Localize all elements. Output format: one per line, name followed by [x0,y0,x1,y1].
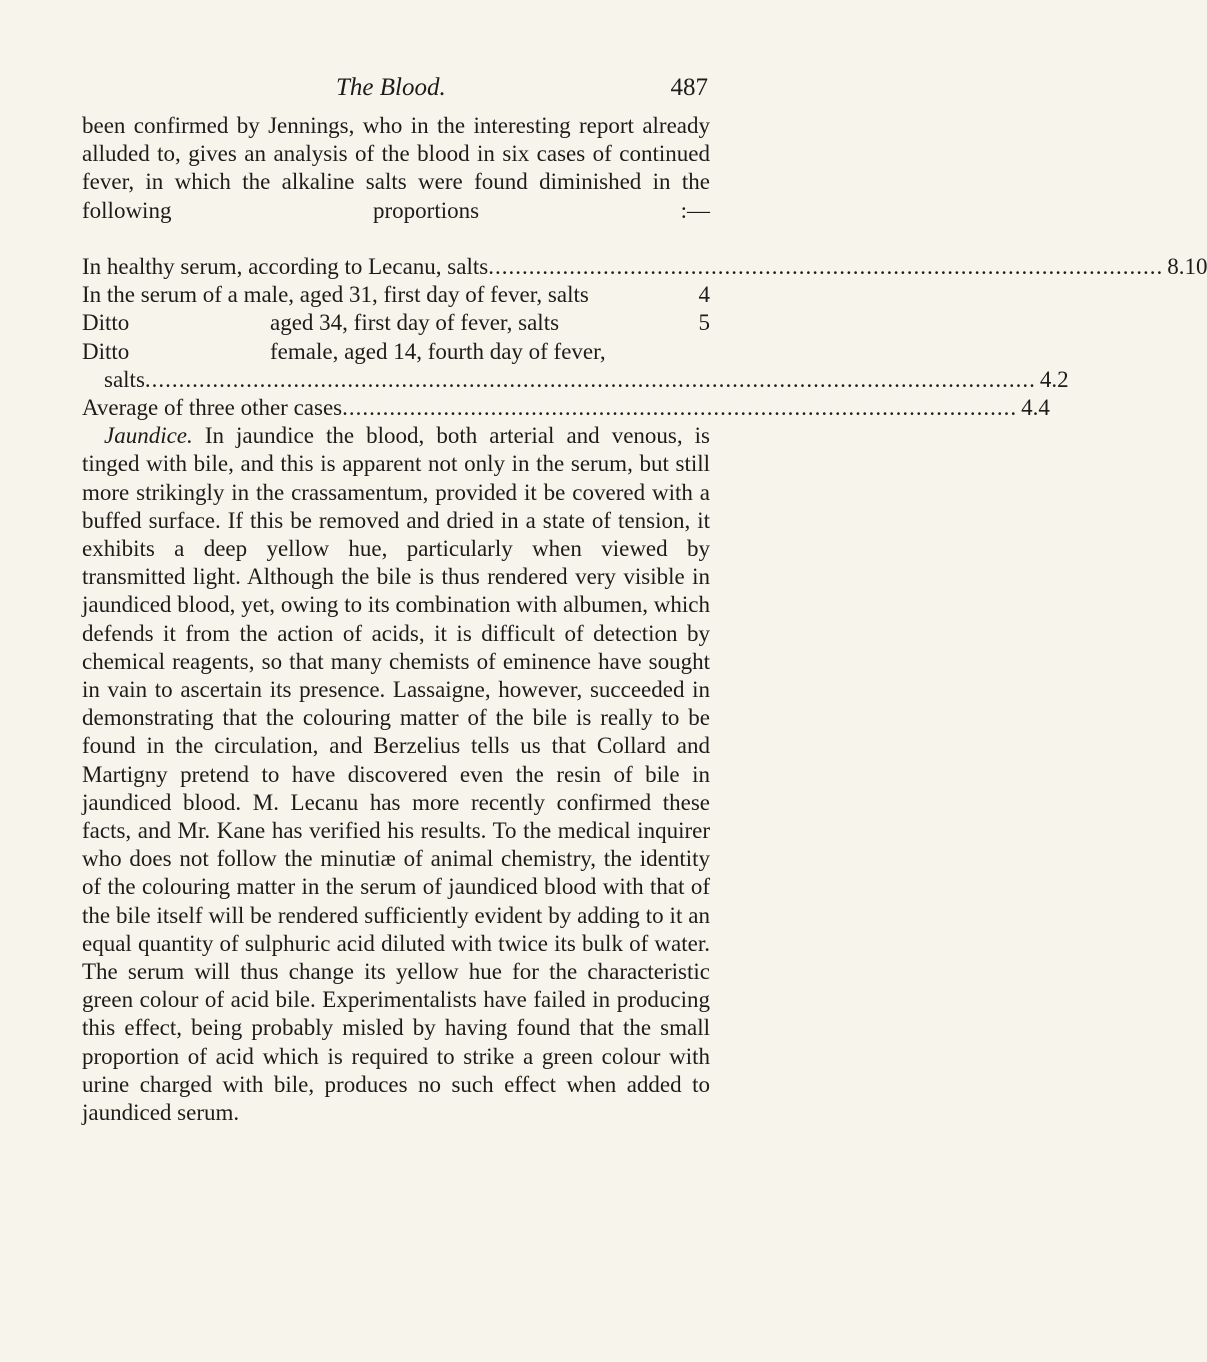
row-value: 4.4 [1021,394,1050,420]
salts-table [82,253,1207,422]
leader-dots: .................................................................................................... [488,254,1164,280]
row-value: 5 [698,310,710,336]
row-label: In healthy serum, according to Lecanu, salts [82,254,489,280]
intro-paragraph: been confirmed by Jennings, who in the interesting report already alluded to, gives an analysis of the blood in six cases of continued fever, in which the alkaline salts were found diminished in the following proportions :— [82,113,710,223]
table-row [82,338,710,366]
row-label: Average of three other cases [82,394,343,420]
page-body [82,112,1207,1127]
leader-dots: .................................................................................................................................... [144,366,1036,392]
table-row [82,253,1207,281]
table-row [82,366,1069,394]
paragraph-text: In jaundice the blood, both arterial and venous, is tinged with bile, and this is apparent not only in the serum, but still more strikingly in the crassamentum, provided it be covered with a buffed surface. If this be removed and dried in a state of tension, it exhibits a deep yellow hue, particularly when viewed by transmitted light. Although the bile is thus rendered very visible in jaundiced blood, yet, owing to its combination with albumen, which defends it from the action of acids, it is difficult of detection by chemical reagents, so that many chemists of eminence have sought in vain to ascertain its presence. Lassaigne, however, succeeded in demonstrating that the colouring matter of the bile is really to be found in the circulation, and Berzelius tells us that Collard and Martigny pretend to have discovered even the resin of bile in jaundiced blood. M. Lecanu has more recently confirmed these facts, and Mr. Kane has verified his results. To the medical inquirer who does not follow the minutiæ of animal chemistry, the identity of the colouring matter in the serum of jaundiced blood with that of the bile itself will be rendered sufficiently evident by adding to it an equal quantity of sulphuric acid diluted with twice its bulk of water. The serum will thus change its yellow hue for the characteristic green colour of acid bile. Experimentalists have failed in producing this effect, being probably misled by having found that the small proportion of acid which is required to strike a green colour with urine charged with bile, produces no such effect when added to jaundiced serum. [82,423,710,1126]
row-label: In the serum of a male, aged 31, first day of fever, salts [82,282,589,308]
row-label: salts [104,366,145,392]
table-row [82,394,1050,422]
table-row [82,309,710,337]
row-value: 4 [698,282,710,308]
row-value: 8.10 [1167,254,1207,280]
row-lead [82,309,559,337]
table-row [82,281,710,309]
section-heading: Jaundice. [104,423,193,449]
running-header [0,74,800,104]
row-lead [82,338,606,366]
row-label: female, aged 14, fourth day of fever, [270,338,606,364]
row-name: Ditto [82,338,130,364]
leader-dots: .................................................................................................... [342,394,1018,420]
running-title: The Blood. [336,74,446,101]
row-name: Ditto [82,310,130,336]
jaundice-paragraph [82,422,710,1127]
page-number: 487 [670,74,708,101]
row-label: aged 34, first day of fever, salts [270,310,560,336]
row-value: 4.2 [1039,366,1069,392]
